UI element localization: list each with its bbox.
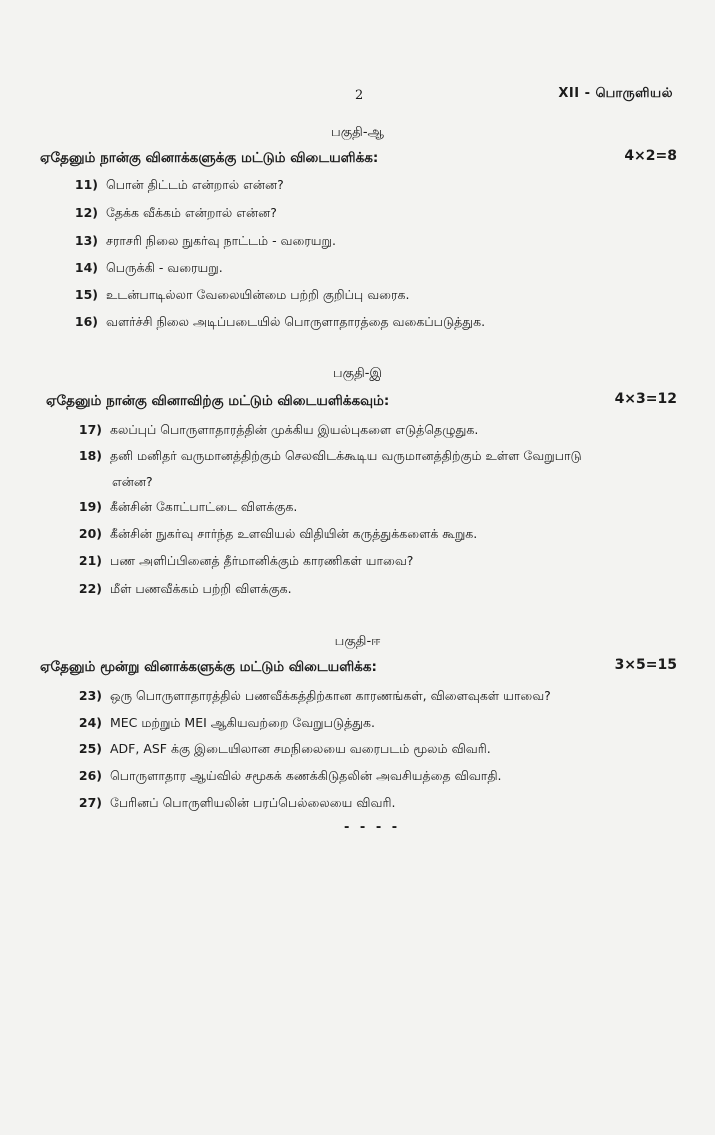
question-text: பெருக்கி - வரையறு.	[106, 260, 223, 275]
question-text: பொருளாதார ஆய்வில் சமூகக் கணக்கிடுதலின் அவசியத்தை விவாதி.	[110, 768, 502, 783]
question-item	[68, 173, 284, 197]
question-item	[68, 256, 223, 280]
question-text-continued: என்ன?	[112, 474, 153, 489]
question-text: பேரினப் பொருளியலின் பரப்பெல்லையை விவரி.	[110, 795, 396, 810]
question-item	[72, 711, 375, 735]
question-text: ADF, ASF க்கு இடையிலான சமநிலையை வரைபடம் மூலம் விவரி.	[110, 741, 491, 756]
page-number: 2	[355, 88, 364, 103]
question-item	[72, 418, 478, 442]
question-item	[72, 684, 551, 708]
question-number: 15)	[74, 287, 98, 302]
paper-title: XII - பொருளியல்	[558, 86, 673, 101]
section-instruction: ஏதேனும் நான்கு வினாக்களுக்கு மட்டும் விடையளிக்க:	[40, 150, 379, 166]
question-text: பண அளிப்பினைத் தீர்மானிக்கும் காரணிகள் யாவை?	[110, 553, 414, 568]
question-text: மீள் பணவீக்கம் பற்றி விளக்குக.	[110, 581, 292, 596]
question-text: கலப்புப் பொருளாதாரத்தின் முக்கிய இயல்புகளை எடுத்தெழுதுக.	[110, 422, 479, 437]
section-marks: 3×5=15	[614, 657, 677, 673]
question-item	[72, 495, 297, 519]
section-title: பகுதி-இ	[332, 366, 383, 381]
question-number: 11)	[74, 177, 98, 192]
question-text: வளர்ச்சி நிலை அடிப்படையில் பொருளாதாரத்தை வகைப்படுத்துக.	[106, 314, 486, 329]
question-number: 12)	[74, 205, 98, 220]
question-number: 18)	[78, 448, 102, 463]
end-marker: - - - -	[344, 820, 401, 835]
question-number: 13)	[74, 233, 98, 248]
question-item	[68, 201, 277, 225]
question-item	[72, 577, 292, 601]
question-text: கீன்சின் கோட்பாட்டை விளக்குக.	[110, 499, 298, 514]
question-number: 22)	[78, 581, 102, 596]
question-item	[68, 283, 409, 307]
question-number: 27)	[78, 795, 102, 810]
question-number: 20)	[78, 526, 102, 541]
question-item	[72, 764, 502, 788]
question-text: சராசரி நிலை நுகர்வு நாட்டம் - வரையறு.	[106, 233, 336, 248]
section-marks: 4×2=8	[624, 148, 677, 164]
section-instruction: ஏதேனும் நான்கு வினாவிற்கு மட்டும் விடையளிக்கவும்:	[46, 393, 390, 409]
section-title: பகுதி-ஈ	[334, 634, 381, 649]
question-number: 25)	[78, 741, 102, 756]
question-item	[72, 444, 582, 468]
question-number: 21)	[78, 553, 102, 568]
question-number: 16)	[74, 314, 98, 329]
question-text: உடன்பாடில்லா வேலையின்மை பற்றி குறிப்பு வரைக.	[106, 287, 410, 302]
question-text: கீன்சின் நுகர்வு சார்ந்த உளவியல் விதியின் கருத்துக்களைக் கூறுக.	[110, 526, 478, 541]
question-item	[72, 522, 477, 546]
question-text: MEC மற்றும் MEI ஆகியவற்றை வேறுபடுத்துக.	[110, 715, 376, 730]
question-number: 23)	[78, 688, 102, 703]
question-text: ஒரு பொருளாதாரத்தில் பணவீக்கத்திற்கான காரணங்கள், விளைவுகள் யாவை?	[110, 688, 551, 703]
question-item	[68, 229, 336, 253]
question-text: தனி மனிதர் வருமானத்திற்கும் செலவிடக்கூடிய வருமானத்திற்கும் உள்ள வேறுபாடு	[110, 448, 582, 463]
question-item	[72, 737, 491, 761]
question-text: பொன் திட்டம் என்றால் என்ன?	[106, 177, 284, 192]
question-item	[72, 549, 413, 573]
question-text: தேக்க வீக்கம் என்றால் என்ன?	[106, 205, 277, 220]
question-number: 14)	[74, 260, 98, 275]
question-number: 19)	[78, 499, 102, 514]
question-number: 24)	[78, 715, 102, 730]
section-instruction: ஏதேனும் மூன்று வினாக்களுக்கு மட்டும் விடையளிக்க:	[40, 659, 377, 675]
section-title: பகுதி-ஆ	[331, 125, 384, 140]
section-marks: 4×3=12	[614, 391, 677, 407]
question-item	[72, 791, 395, 815]
question-item	[68, 310, 485, 334]
question-number: 17)	[78, 422, 102, 437]
question-number: 26)	[78, 768, 102, 783]
